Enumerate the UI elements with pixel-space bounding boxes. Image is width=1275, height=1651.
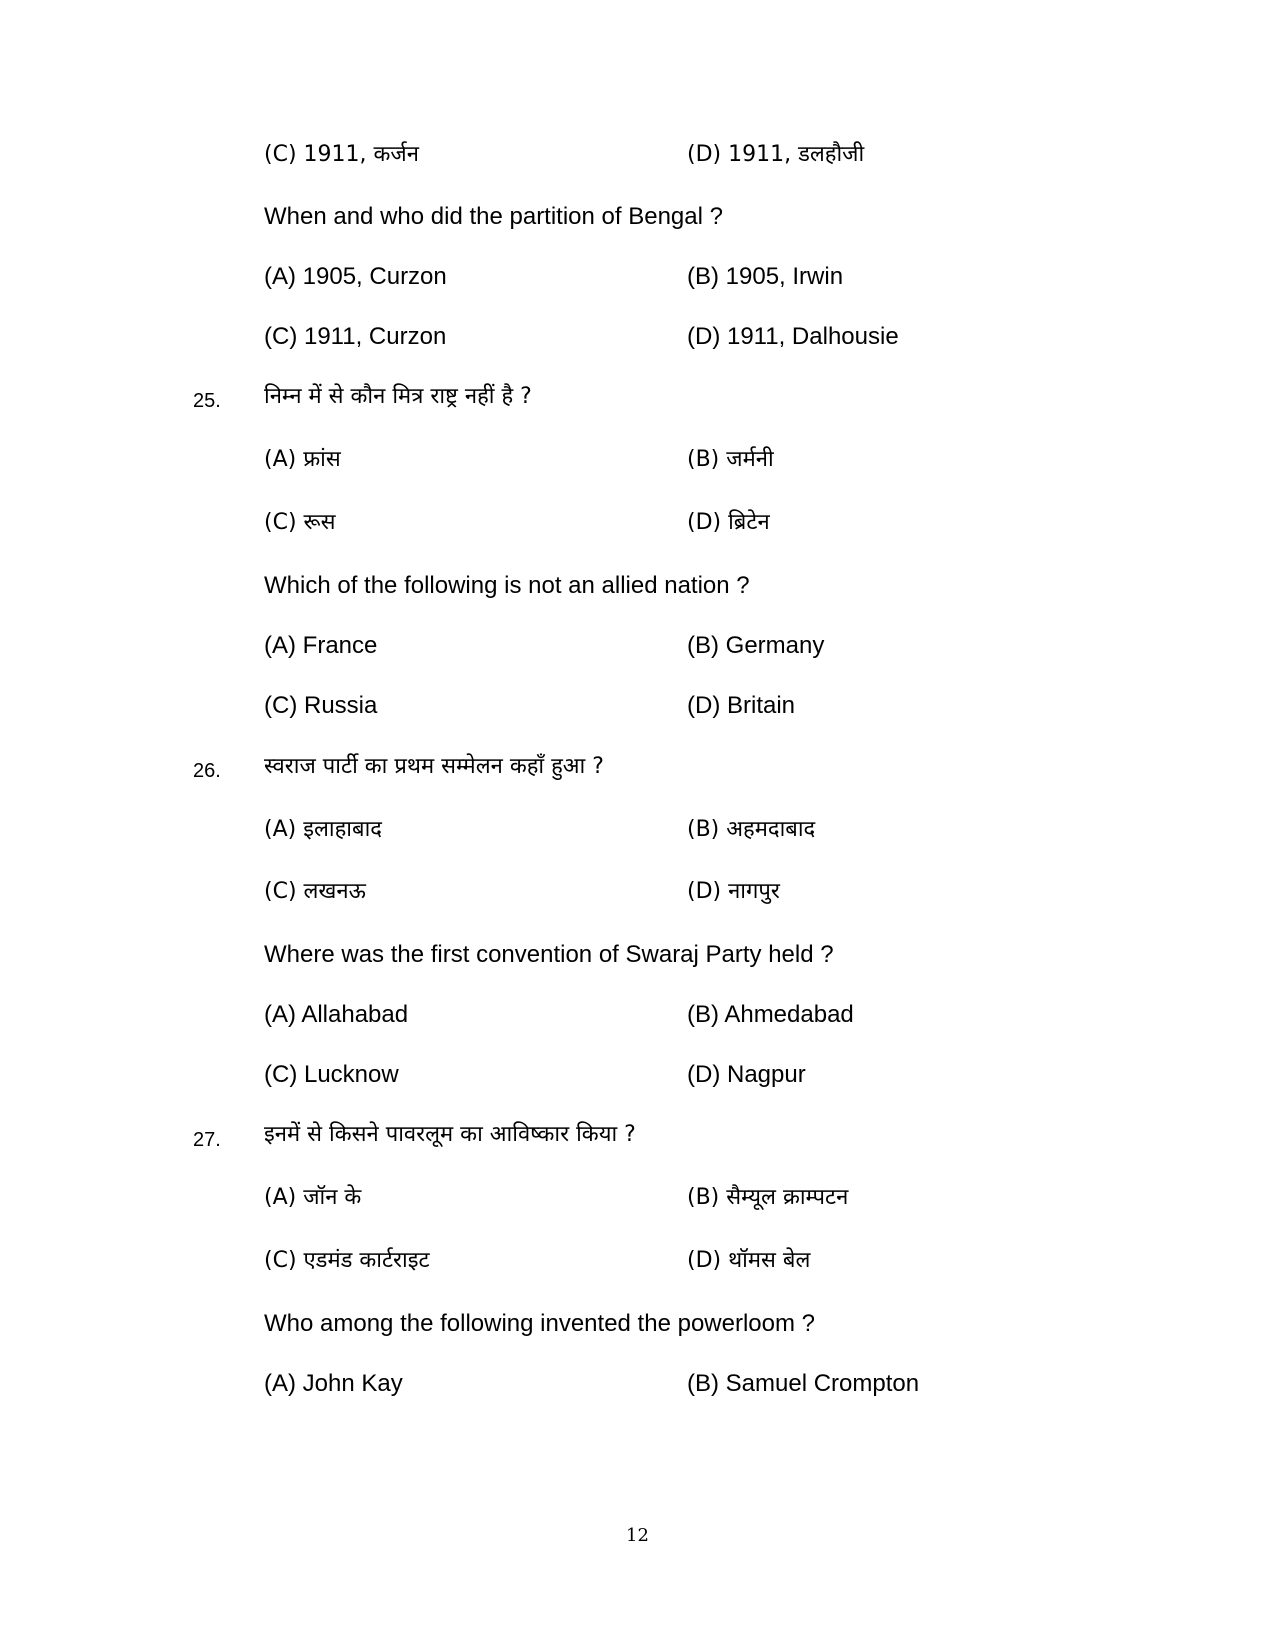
- q24-en-option-b: (B) 1905, Irwin: [687, 263, 844, 290]
- q26-hi-question: स्वराज पार्टी का प्रथम सम्मेलन कहाँ हुआ ?: [264, 754, 604, 779]
- q26-hi-option-c: (C) लखनऊ: [264, 879, 366, 904]
- q24-hi-option-c: (C) 1911, कर्जन: [264, 142, 419, 167]
- q26-en-option-c: (C) Lucknow: [264, 1061, 399, 1088]
- q27-hi-option-b: (B) सैम्यूल क्राम्पटन: [687, 1185, 849, 1210]
- q26-hi-option-a: (A) इलाहाबाद: [264, 817, 382, 842]
- q24-en-option-a: (A) 1905, Curzon: [264, 263, 447, 290]
- q27-en-question: Who among the following invented the powerloom ?: [264, 1310, 815, 1337]
- q25-en-question: Which of the following is not an allied nation ?: [264, 572, 750, 599]
- q27-hi-question: इनमें से किसने पावरलूम का आविष्कार किया ?: [264, 1122, 636, 1147]
- q26-en-option-b: (B) Ahmedabad: [687, 1001, 854, 1028]
- q26-en-question: Where was the first convention of Swaraj Party held ?: [264, 941, 834, 968]
- q27-hi-option-c: (C) एडमंड कार्टराइट: [264, 1248, 430, 1273]
- q27-en-option-b: (B) Samuel Crompton: [687, 1370, 920, 1397]
- q25-en-option-a: (A) France: [264, 632, 378, 659]
- q25-hi-option-a: (A) फ्रांस: [264, 447, 341, 472]
- q25-en-option-c: (C) Russia: [264, 692, 378, 719]
- q25-en-option-d: (D) Britain: [687, 692, 796, 719]
- q25-number: 25.: [193, 390, 221, 412]
- q26-hi-option-d: (D) नागपुर: [687, 879, 780, 904]
- q26-en-option-d: (D) Nagpur: [687, 1061, 806, 1088]
- q26-hi-option-b: (B) अहमदाबाद: [687, 817, 816, 842]
- q24-en-question: When and who did the partition of Bengal ?: [264, 203, 723, 230]
- q25-hi-option-d: (D) ब्रिटेन: [687, 510, 770, 535]
- q24-en-option-d: (D) 1911, Dalhousie: [687, 323, 899, 350]
- q27-en-option-a: (A) John Kay: [264, 1370, 403, 1397]
- q24-en-option-c: (C) 1911, Curzon: [264, 323, 447, 350]
- q25-hi-option-c: (C) रूस: [264, 510, 336, 535]
- q26-en-option-a: (A) Allahabad: [264, 1001, 409, 1028]
- page-number: 12: [626, 1525, 649, 1546]
- q25-en-option-b: (B) Germany: [687, 632, 825, 659]
- q27-hi-option-d: (D) थॉमस बेल: [687, 1248, 811, 1273]
- q25-hi-option-b: (B) जर्मनी: [687, 447, 774, 472]
- q24-hi-option-d: (D) 1911, डलहौजी: [687, 142, 865, 167]
- q25-hi-question: निम्न में से कौन मित्र राष्ट्र नहीं है ?: [264, 384, 532, 409]
- q26-number: 26.: [193, 760, 221, 782]
- q27-hi-option-a: (A) जॉन के: [264, 1185, 362, 1210]
- q27-number: 27.: [193, 1129, 221, 1151]
